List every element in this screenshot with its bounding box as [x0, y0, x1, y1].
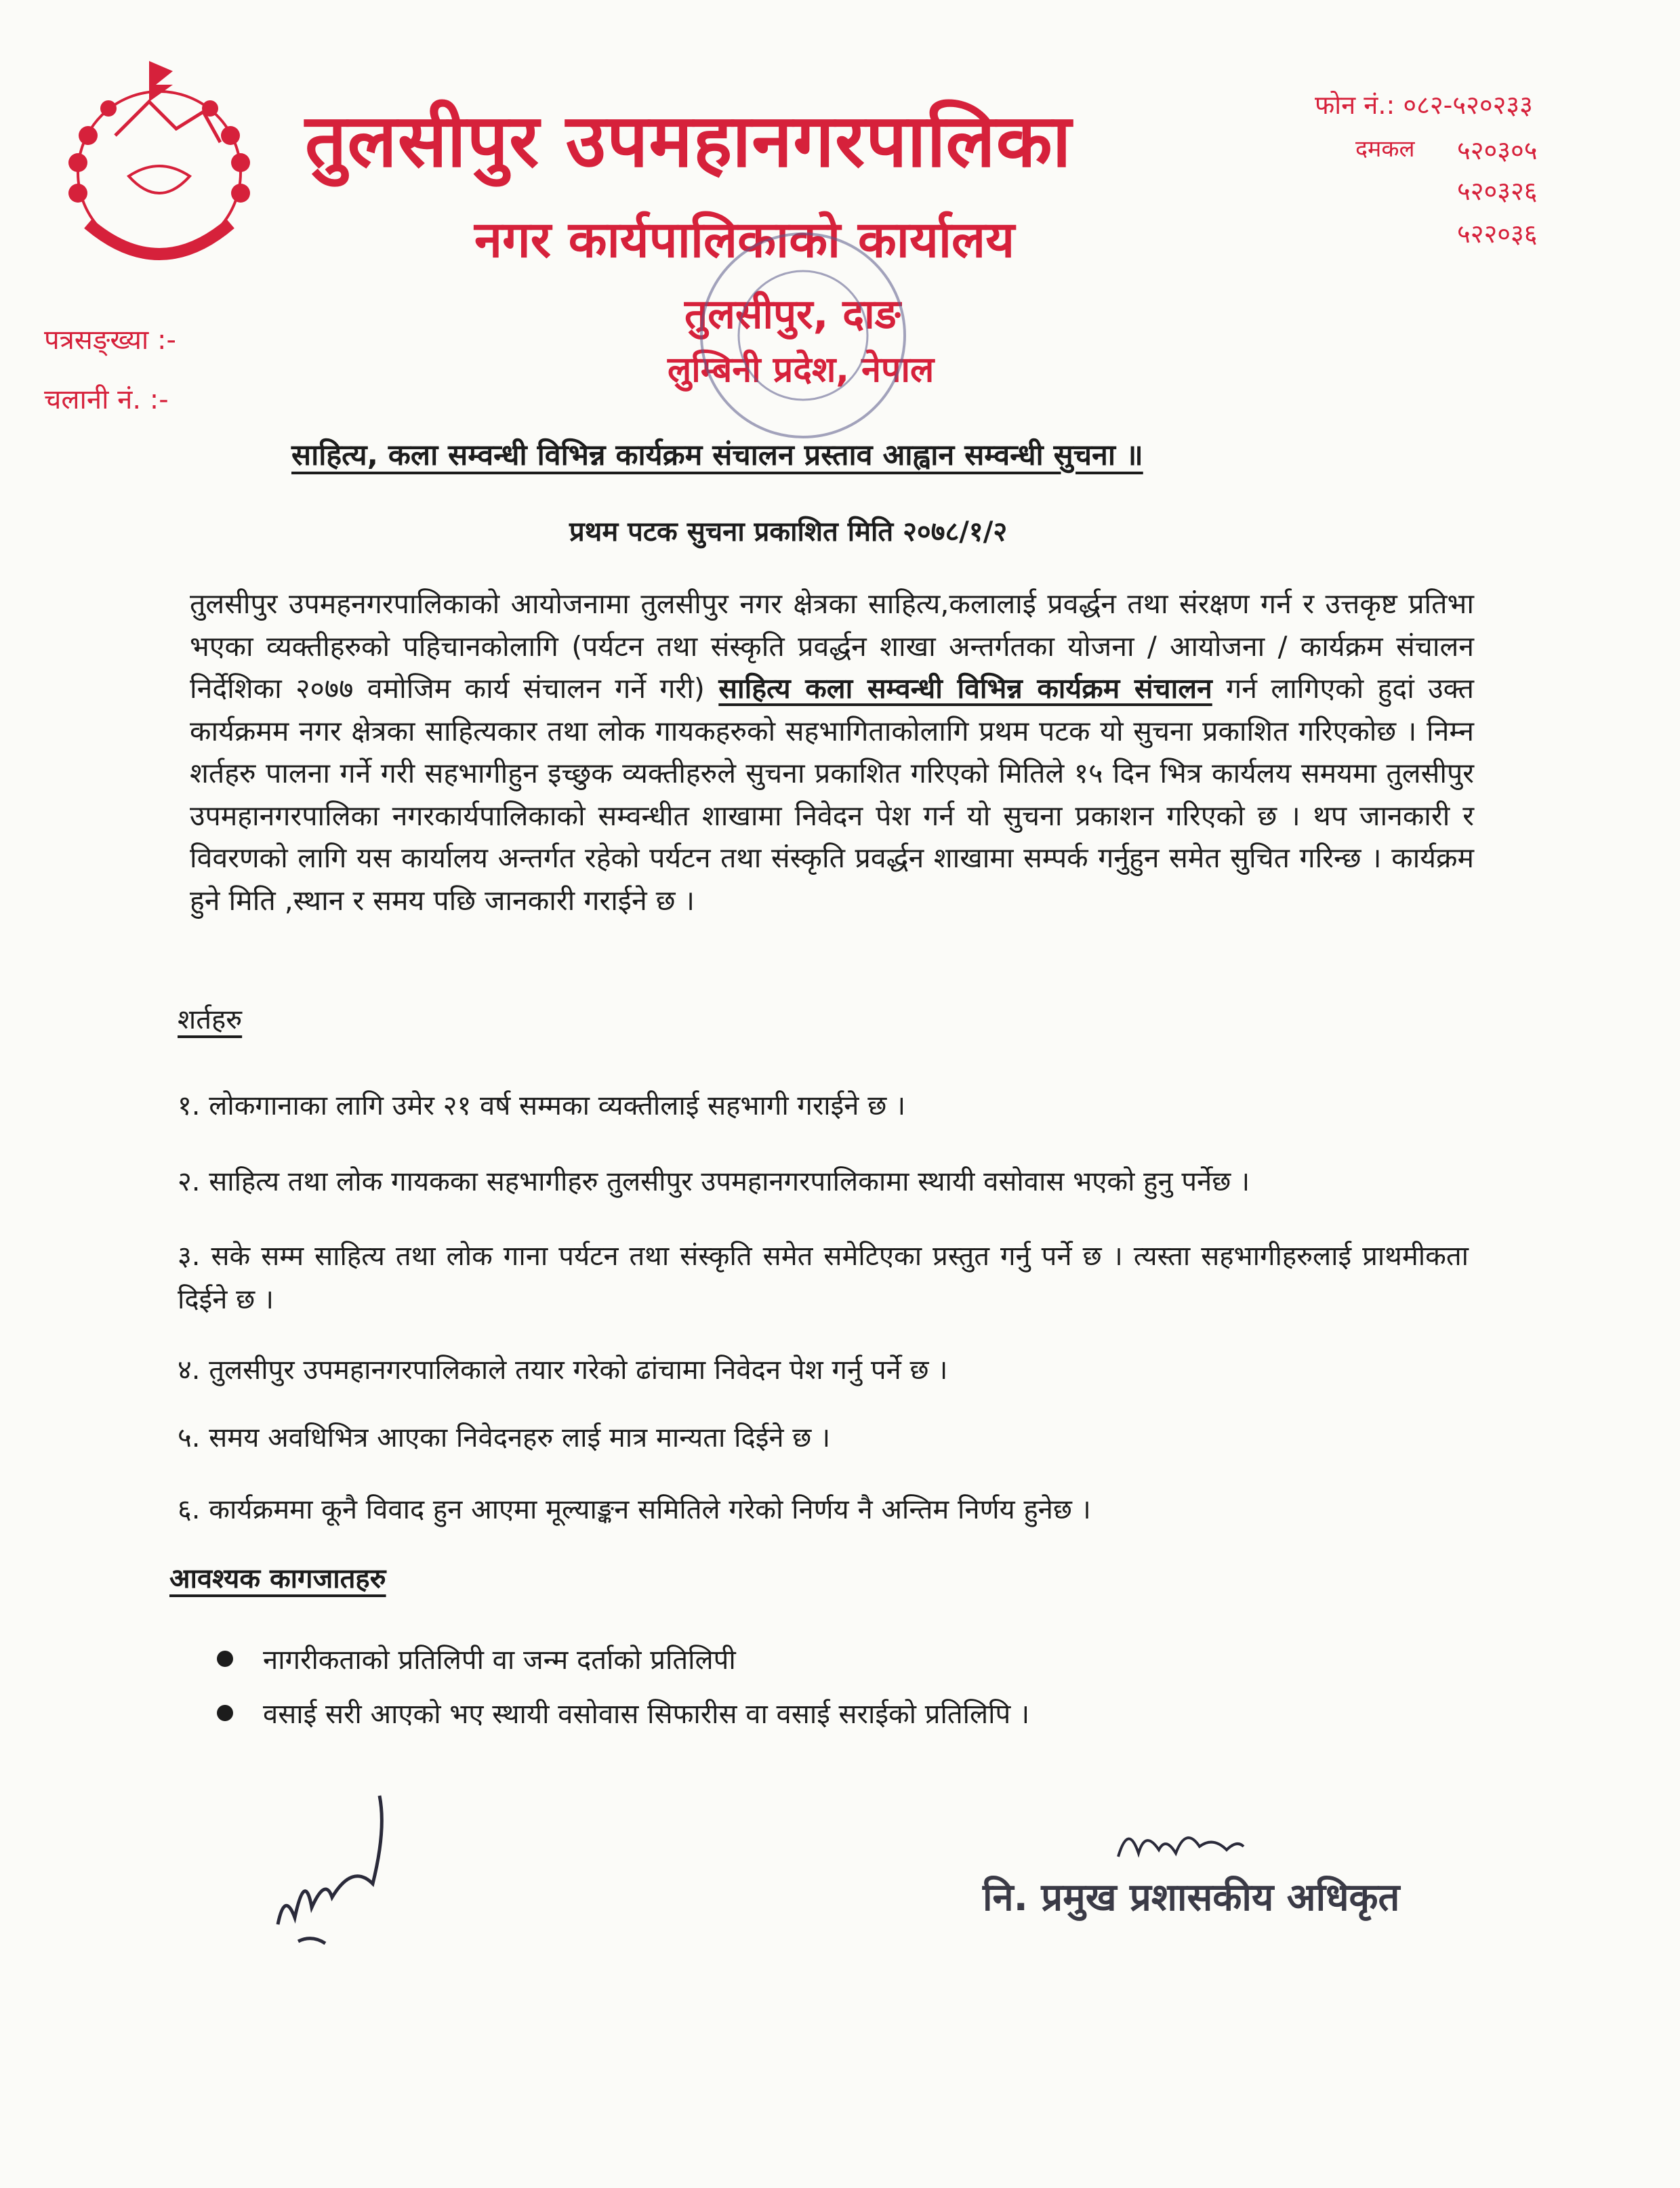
handwritten-signature-left	[271, 1789, 407, 1952]
signatory-title: नि. प्रमुख प्रशासकीय अधिकृत	[983, 1876, 1400, 1920]
body-text-part-2: गर्न लागिएको हुदां उक्त कार्यक्रमम नगर क्षेत्रका साहित्यकार तथा लोक गायकहरुको सहभागिताकोलागि प्रथम पटक यो सुचना प्रकाशित गरिएकोछ । निम्न शर्तहरु पालना गर्ने गरी सहभागीहुन इच्छुक व्यक्तीहरुले सुचना प्रकाशित गरिएको मितिले १५ दिन भित्र कार्यलय समयमा तुलसीपुर उपमहानगरपालिका नगरकार्यपालिकाको सम्वन्धीत शाखामा निवेदन पेश गर्न यो सुचना प्रकाशन गरिएको छ । थप जानकारी र विवरणको लागि यस कार्यालय अन्तर्गत रहेको पर्यटन तथा संस्कृति प्रवर्द्धन शाखामा सम्पर्क गर्नुहुन समेत सुचित गरिन्छ । कार्यक्रम हुने मिति ,स्थान र समय पछि जानकारी गराईने छ ।	[190, 672, 1474, 917]
body-highlight: साहित्य कला सम्वन्धी विभिन्न कार्यक्रम संचालन	[718, 672, 1212, 705]
reference-number-label: पत्रसङ्ख्या :-	[44, 325, 176, 356]
org-name: तुलसीपुर उपमहानगरपालिका	[305, 99, 1072, 184]
province-name: लुम्बिनी प्रदेश, नेपाल	[668, 350, 935, 390]
document-text: वसाई सरी आएको भए स्थायी वसोवास सिफारीस वा वसाई सराईको प्रतिलिपि ।	[263, 1699, 1030, 1730]
phone-row	[1315, 87, 1533, 122]
city-name: तुलसीपुर, दाङ	[684, 291, 901, 338]
condition-item: ४. तुलसीपुर उपमहानगरपालिकाले तयार गरेको ढांचामा निवेदन पेश गर्नु पर्ने छ ।	[178, 1355, 948, 1386]
condition-item: १. लोकगानाका लागि उमेर २१ वर्ष सम्मका व्यक्तीलाई सहभागी गराईने छ ।	[178, 1090, 906, 1121]
fire-number: ५२०३२६	[1457, 176, 1538, 206]
condition-item: २. साहित्य तथा लोक गायकका सहभागीहरु तुलसीपुर उपमहानगरपालिकामा स्थायी वसोवास भएको हुनु पर्नेछ ।	[178, 1166, 1250, 1197]
condition-item: ६. कार्यक्रममा कूनै विवाद हुन आएमा मूल्याङ्कन समितिले गरेको निर्णय नै अन्तिम निर्णय हुनेछ ।	[178, 1494, 1091, 1525]
fire-number: ५२०३०५	[1457, 136, 1538, 165]
documents-heading: आवश्यक कागजातहरु	[169, 1563, 386, 1594]
bullet-icon	[217, 1705, 233, 1721]
notice-body-paragraph	[190, 583, 1474, 922]
fire-brigade-label: दमकल	[1355, 136, 1415, 163]
fire-number: ५२२०३६	[1457, 219, 1538, 249]
condition-item: ३. सके सम्म साहित्य तथा लोक गाना पर्यटन तथा संस्कृति समेत समेटिएका प्रस्तुत गर्नु पर्ने छ । त्यस्ता सहभागीहरुलाई प्राथमीकता दिईने छ ।	[178, 1241, 1469, 1315]
nepal-emblem-logo	[47, 54, 271, 298]
bullet-icon	[217, 1651, 233, 1667]
office-stamp	[691, 224, 915, 447]
body-text-part-1: तुलसीपुर उपमहनगरपालिकाको आयोजनामा तुलसीपुर नगर क्षेत्रका साहित्य,कलालाई प्रवर्द्धन तथा संरक्षण गर्न र उत्तकृष्ट प्रतिभा भएका व्यक्तीहरुको पहिचानकोलागि (पर्यटन तथा संस्कृति प्रवर्द्धन शाखा अन्तर्गतका योजना / आयोजना / कार्यक्रम संचालन निर्देशिका २०७७ वमोजिम कार्य संचालन गर्ने गरी)	[190, 587, 1474, 705]
condition-item: ५. समय अवधिभित्र आएका निवेदनहरु लाई मात्र मान्यता दिईने छ ।	[178, 1422, 831, 1453]
document-list-item	[217, 1694, 1029, 1731]
document-list-item	[217, 1640, 736, 1677]
document-text: नागरीकताको प्रतिलिपी वा जन्म दर्ताको प्रतिलिपी	[263, 1645, 736, 1676]
publication-date-line: प्रथम पटक सुचना प्रकाशित मिति २०७८/१/२	[569, 516, 1008, 548]
office-name: नगर कार्यपालिकाको कार्यालय	[474, 211, 1015, 269]
conditions-heading: शर्तहरु	[178, 1004, 243, 1035]
notice-title: साहित्य, कला सम्वन्धी विभिन्न कार्यक्रम संचालन प्रस्ताव आह्वान सम्वन्धी सुचना ॥	[291, 438, 1143, 472]
phone-label: फोन नं.:	[1315, 90, 1395, 120]
phone-number: ०८२-५२०२३३	[1403, 90, 1533, 120]
dispatch-number-label: चलानी नं. :-	[44, 384, 169, 415]
